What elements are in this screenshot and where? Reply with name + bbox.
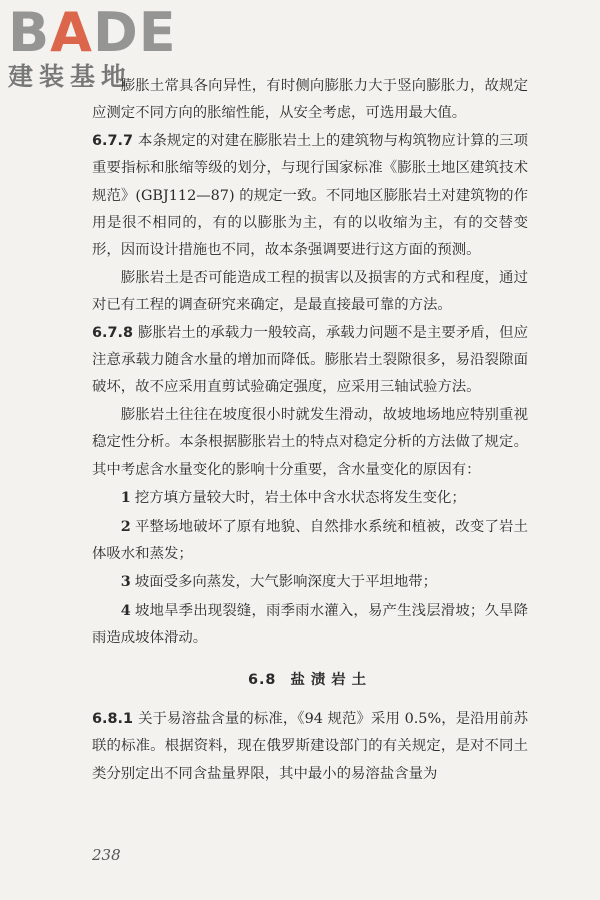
- paragraph-slope-stability: [92, 402, 528, 484]
- list-item: [92, 568, 528, 596]
- paragraph-text: 膨胀岩土是否可能造成工程的损害以及损害的方式和程度，通过对已有工程的调查研究来确定，是最直接最可靠的方法。: [92, 269, 528, 314]
- page-number: 238: [92, 846, 121, 864]
- clause-text: 膨胀岩土的承载力一般较高，承载力问题不是主要矛盾，但应注意承载力随含水量的增加而降低。膨胀岩土裂隙很多，易沿裂隙面破坏，故不应采用直剪试验确定强度，应采用三轴试验方法。: [92, 324, 528, 396]
- logo-letters-de: DE: [92, 1, 177, 64]
- clause-6-7-8: [92, 320, 528, 402]
- list-item-number: 1: [120, 489, 131, 507]
- list-item-text: 平整场地破坏了原有地貌、自然排水系统和植被，改变了岩土体吸水和蒸发；: [92, 518, 528, 562]
- list-item-number: 4: [120, 601, 131, 619]
- section-title: 盐渍岩土: [290, 671, 373, 688]
- paragraph-text: 膨胀岩土往往在坡度很小时就发生滑动，故坡地场地应特别重视稳定性分析。本条根据膨胀岩土的特点对稳定分析的方法做了规定。其中考虑含水量变化的影响十分重要，含水量变化的原因有：: [92, 406, 528, 478]
- paragraph-text: 膨胀土常具各向异性，有时侧向膨胀力大于竖向膨胀力，故规定应测定不同方向的胀缩性能，从安全考虑，可选用最大值。: [92, 78, 528, 122]
- list-item-number: 3: [120, 573, 131, 591]
- list-item: [92, 484, 528, 512]
- clause-6-8-1: [92, 706, 528, 788]
- clause-number: 6.7.7: [92, 132, 133, 149]
- list-item: [92, 597, 528, 653]
- logo-letter-b: B: [8, 1, 51, 64]
- list-item-text: 挖方填方量较大时，岩土体中含水状态将发生变化；: [134, 490, 466, 507]
- list-item-text: 坡面受多向蒸发，大气影响深度大于平坦地带；: [134, 574, 438, 591]
- paragraph-continuation: [92, 73, 528, 128]
- clause-text: 本条规定的对建在膨胀岩土上的建筑物与构筑物应计算的三项重要指标和胀缩等级的划分，与现行国家标准《膨胀土地区建筑技术规范》(GBJ112—87) 的规定一致。不同地区膨胀岩土对建筑物的作用是很不相同的，有的以膨胀为主，有的以收缩为主，有的交替变形，因而设计措施也不同，故本条强调要进行这方面的预测。: [92, 132, 528, 259]
- section-heading: [92, 667, 528, 694]
- list-item: [92, 513, 528, 569]
- logo-wordmark: [8, 1, 188, 64]
- section-number: 6.8: [247, 671, 277, 688]
- logo-letter-a: A: [50, 1, 93, 64]
- list-item-number: 2: [120, 517, 131, 535]
- clause-text: 关于易溶盐含量的标准，《94 规范》采用 0.5%，是沿用前苏联的标准。根据资料，现在俄罗斯建设部门的有关规定，是对不同土类分别定出不同含盐量界限，其中最小的易溶盐含量为: [92, 710, 528, 782]
- list-item-text: 坡地旱季出现裂缝，雨季雨水灌入，易产生浅层滑坡；久旱降雨造成坡体滑动。: [92, 602, 528, 647]
- logo-subtitle: 建装基地: [8, 62, 133, 91]
- clause-number: 6.8.1: [92, 710, 133, 727]
- paragraph-survey: [92, 265, 528, 320]
- clause-number: 6.7.8: [92, 324, 133, 341]
- document-body: [92, 73, 528, 788]
- clause-6-7-7: [92, 128, 528, 265]
